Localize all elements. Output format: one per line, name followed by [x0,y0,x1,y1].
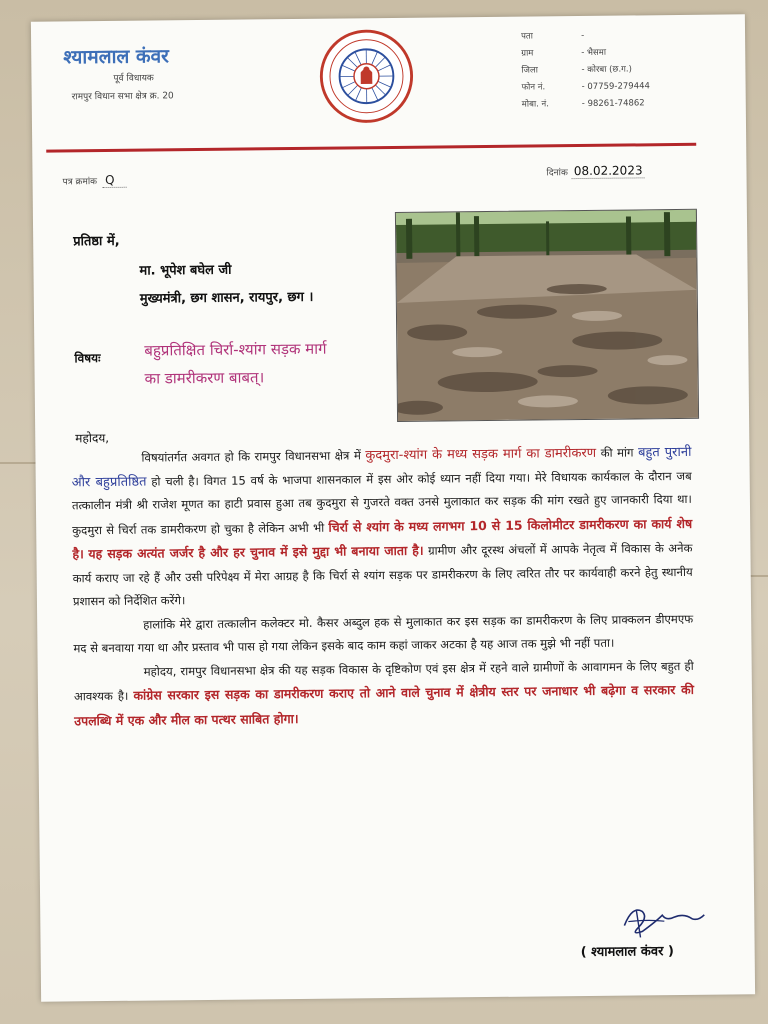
contact-key: फोन नं. [521,82,546,93]
contact-value: - कोरबा (छ.ग.) [581,64,632,76]
highlight-text: यह सड़क अत्यंत जर्जर है और हर चुनाव में इसे मुद्दा भी बनाया जाता है। [88,542,424,562]
contact-key: पता [521,31,533,42]
date-label: दिनांक [546,168,568,179]
contact-row [522,95,650,113]
contact-row [522,78,650,96]
paragraph-1 [71,441,693,614]
date-value: 08.02.2023 [572,163,645,179]
contact-row [521,44,649,62]
highlight-text: बहुत पुरानी और बहुप्रतिष्ठित [71,444,692,490]
contact-value: - [581,30,585,42]
body-text: महोदय, रामपुर विधानसभा क्षेत्र की यह सड़क विकास के दृष्टिकोण एवं इस क्षेत्र में रहने वाले ग्रामीणों के आवागमन के लिए बहुत ही आवश्यक है। [73,658,694,704]
paragraph-3 [74,654,695,733]
contact-value: - 98261-74862 [581,98,645,110]
contact-row [521,61,649,79]
contact-value: - 07759-279444 [581,81,650,93]
recipient-office: मुख्यमंत्री, छग शासन, रायपुर, छग । [139,289,314,307]
letter-number-value: Q [103,173,127,188]
letter-body [71,441,694,733]
letter-date [546,163,644,178]
subject-label: विषयः [74,351,101,366]
salutation: महोदय, [75,430,110,446]
body-text: हो चली है। विगत 15 वर्ष के भाजपा शासनकाल में इस ओर कोई ध्यान नहीं दिया गया। मेरे विधायक कार्यकाल के दौरान जब तत्कालीन मंत्री श्री राजेश मूणत का हाटी प्रवास हुआ तब कुदमुरा से गुजरते वक्त उनसे मुलाकात कर सड़क की मांग रखते हुए जानकारी दिया था। कुदमुरा से चिर्रा तक डामरीकरण हो चुका है लेकिन अभी भी [71,468,692,537]
letterhead-role: पूर्व विधायक [113,73,154,84]
subject-line-1: बहुप्रतिक्षित चिर्रा-श्यांग सड़क मार्ग [144,339,327,360]
body-text: की मांग [596,445,639,460]
contact-key: मोबा. नं. [521,99,550,110]
contact-key: जिला [521,65,538,76]
subject-line-2: का डामरीकरण बाबत्। [144,368,265,388]
contact-block [521,27,650,113]
recipient-name: मा. भूपेश बघेल जी [139,262,232,279]
letterhead-divider [46,143,696,153]
paragraph-2: हालांकि मेरे द्वारा तत्कालीन कलेक्टर मो. कैसर अब्दुल हक से मुलाकात कर इस सड़क का डामरीकरण के लिए प्राक्कलन डीएमएफ मद से बनवाया गया था और प्रस्ताव भी पास हो गया लेकिन इसके बाद काम कहां जाकर अटका है यह आज तक मुझे भी नहीं पता। [73,611,694,656]
letter-number [62,173,126,188]
letterhead-constituency: रामपुर विधान सभा क्षेत्र क्र. 20 [71,91,174,103]
letterhead-name: श्यामलाल कंवर [63,45,169,69]
highlight-text: कुदमुरा-श्यांग के मध्य सड़क मार्ग का डामरीकरण [365,445,597,464]
contact-value: - भैसमा [581,47,607,59]
road-photo [395,209,699,422]
recipient-heading: प्रतिष्ठा में, [73,233,120,250]
handwritten-signature [618,891,709,944]
letter-paper [31,14,755,1001]
highlight-text: चिर्रा से श्यांग के मध्य लगभग 10 से 15 किलोमीटर डामरीकरण का कार्य शेष है। [72,515,693,562]
letter-number-label: पत्र क्रमांक [62,177,98,188]
contact-row [521,27,649,45]
signatory-name: ( श्यामलाल कंवर ) [580,944,674,961]
body-text: ग्रामीण और दूरस्थ अंचलों में आपके नेतृत्व में विकास के अनेक कार्य कराए जा रहे हैं और उसी परिपेक्ष्य में मेरा आग्रह है कि चिर्रा से श्यांग सड़क पर डामरीकरण के लिए त्वरित तौर पर कार्यवाही करने हेतु स्थानीय प्रशासन को निर्देशित करेंगे। [72,540,693,609]
contact-key: ग्राम [521,48,534,59]
body-text: विषयांतर्गत अवगत हो कि रामपुर विधानसभा क्षेत्र में [141,448,366,465]
highlight-text: कांग्रेस सरकार इस सड़क का डामरीकरण कराए तो आने वाले चुनाव में क्षेत्रीय स्तर पर जनाधार भी बढ़ेगा व सरकार की उपलब्धि में एक और मील का पत्थर साबित होगा। [74,681,694,728]
assembly-seal [318,28,415,125]
